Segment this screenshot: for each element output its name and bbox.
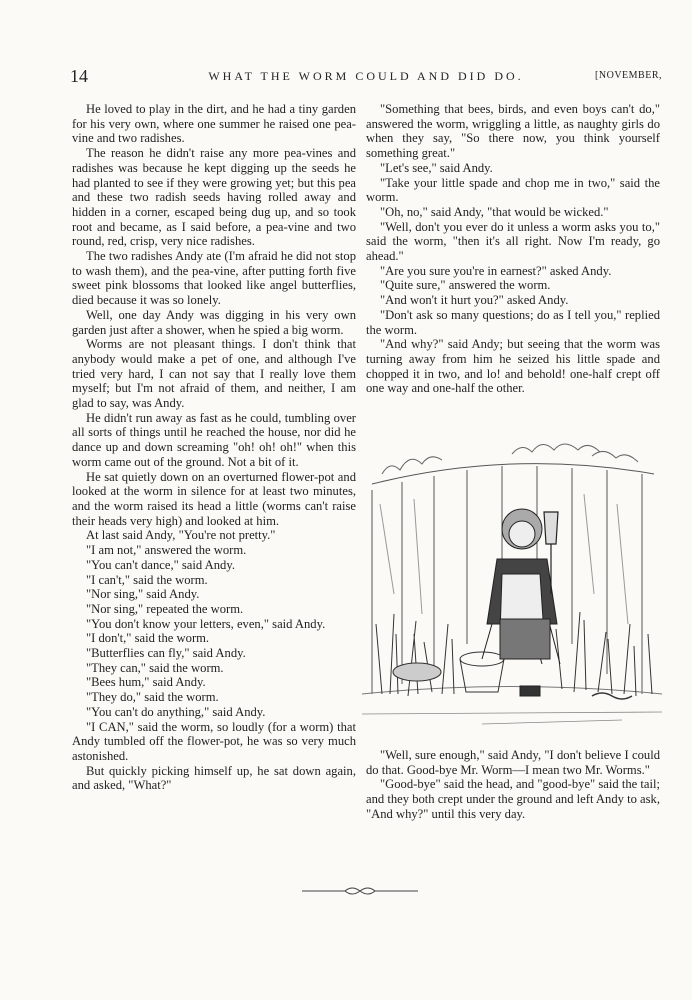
paragraph: "Are you sure you're in earnest?" asked Andy.	[380, 263, 612, 278]
paragraph: "Something that bees, birds, and even boys can't do," answered the worm, wriggling a little, as naughty girls do when they say, "So there now, you think yourself something great."	[366, 102, 660, 161]
paragraph: "You can't dance," said Andy.	[86, 557, 235, 572]
paragraph: "Butterflies can fly," said Andy.	[86, 646, 246, 661]
paragraph: "Good-bye" said the head, and "good-bye" said the tail; and they both crept under the ground and left Andy to ask, "And why?" until this very day.	[366, 777, 660, 821]
paragraph: "Don't ask so many questions; do as I tell you," replied the worm.	[366, 307, 660, 337]
paragraph: "You don't know your letters, even," said Andy.	[86, 616, 326, 631]
paragraph: "I can't," said the worm.	[86, 572, 208, 587]
paragraph: "Take your little spade and chop me in two," said the worm.	[366, 175, 660, 205]
paragraph: "I am not," answered the worm.	[86, 543, 247, 558]
paragraph: "Let's see," said Andy.	[380, 160, 493, 175]
paragraph: At last said Andy, "You're not pretty."	[86, 528, 276, 543]
paragraph: Well, one day Andy was digging in his very own garden just after a shower, when he spied a big worm.	[72, 307, 356, 337]
paragraph: Worms are not pleasant things. I don't think that anybody would make a pet of one, and although I've tried very hard, I can not say that I really love them myself; but I'm not afraid of them, and neither, I am glad to say, was Andy.	[72, 337, 356, 411]
paragraph: "Well, sure enough," said Andy, "I don't believe I could do that. Good-bye Mr. Worm—I mean two Mr. Worms."	[366, 748, 660, 777]
paragraph: "And why?" said Andy; but seeing that the worm was turning away from him he seized his little spade and chopped it in two, and lo! and behold! one-half crept off one way and one-half the other.	[366, 337, 660, 396]
paragraph: "Nor sing," repeated the worm.	[86, 601, 244, 616]
paragraph: The reason he didn't raise any more pea-vines and radishes was because he kept digging up the seeds he had planted to see if they were growing yet; but this pea and these two radish seeds having rolled away and hidden in a corner, escaped being dug up, and so took root and became, as I said before, a pea-vine and two round, red, crisp, very nice radishes.	[72, 146, 356, 249]
paragraph: "They can," said the worm.	[86, 660, 224, 675]
tailpiece-ornament	[300, 884, 420, 898]
paragraph: "And won't it hurt you?" asked Andy.	[380, 293, 569, 308]
paragraph: "Well, don't you ever do it unless a worm asks you to," said the worm, "then it's all right. Now I'm ready, go ahead."	[366, 219, 660, 264]
paragraph: "Nor sing," said Andy.	[86, 587, 200, 602]
left-column	[72, 102, 356, 793]
page-number: 14	[70, 66, 88, 86]
running-month: [NOVEMBER,	[595, 70, 662, 81]
paragraph: He loved to play in the dirt, and he had a tiny garden for his very own, where one summer he raised one pea-vine and two radishes.	[72, 102, 356, 146]
right-column-top	[366, 102, 660, 396]
paragraph: He sat quietly down on an overturned flower-pot and looked at the worm in silence for at least two minutes, and the worm raised its head a little (worms can't raise their heads very high) and looked at him.	[72, 469, 356, 528]
running-header	[70, 66, 662, 88]
engraving-boy-with-spade	[362, 394, 662, 739]
paragraph: He didn't run away as fast as he could, tumbling over all sorts of things until he reached the house, nor did he dance up and down screaming "oh! oh! oh!" when this worm came out of the ground. Not a bit of it.	[72, 410, 356, 469]
running-title: WHAT THE WORM COULD AND DID DO.	[208, 69, 524, 83]
paragraph: "Oh, no," said Andy, "that would be wicked."	[380, 204, 609, 219]
right-column-bottom	[366, 748, 660, 822]
paragraph: "They do," said the worm.	[86, 690, 219, 705]
paragraph: "I don't," said the worm.	[86, 631, 210, 646]
paragraph: The two radishes Andy ate (I'm afraid he did not stop to wash them), and the pea-vine, after putting forth five sweet pink blossoms that looked like angel butterflies, died because it was so lonely.	[72, 249, 356, 308]
paragraph: "You can't do anything," said Andy.	[86, 704, 266, 719]
paragraph: "Bees hum," said Andy.	[86, 675, 206, 690]
paragraph: But quickly picking himself up, he sat down again, and asked, "What?"	[72, 763, 356, 793]
paragraph: "Quite sure," answered the worm.	[380, 278, 551, 293]
paragraph: "I CAN," said the worm, so loudly (for a worm) that Andy tumbled off the flower-pot, he was so very much astonished.	[72, 719, 356, 763]
